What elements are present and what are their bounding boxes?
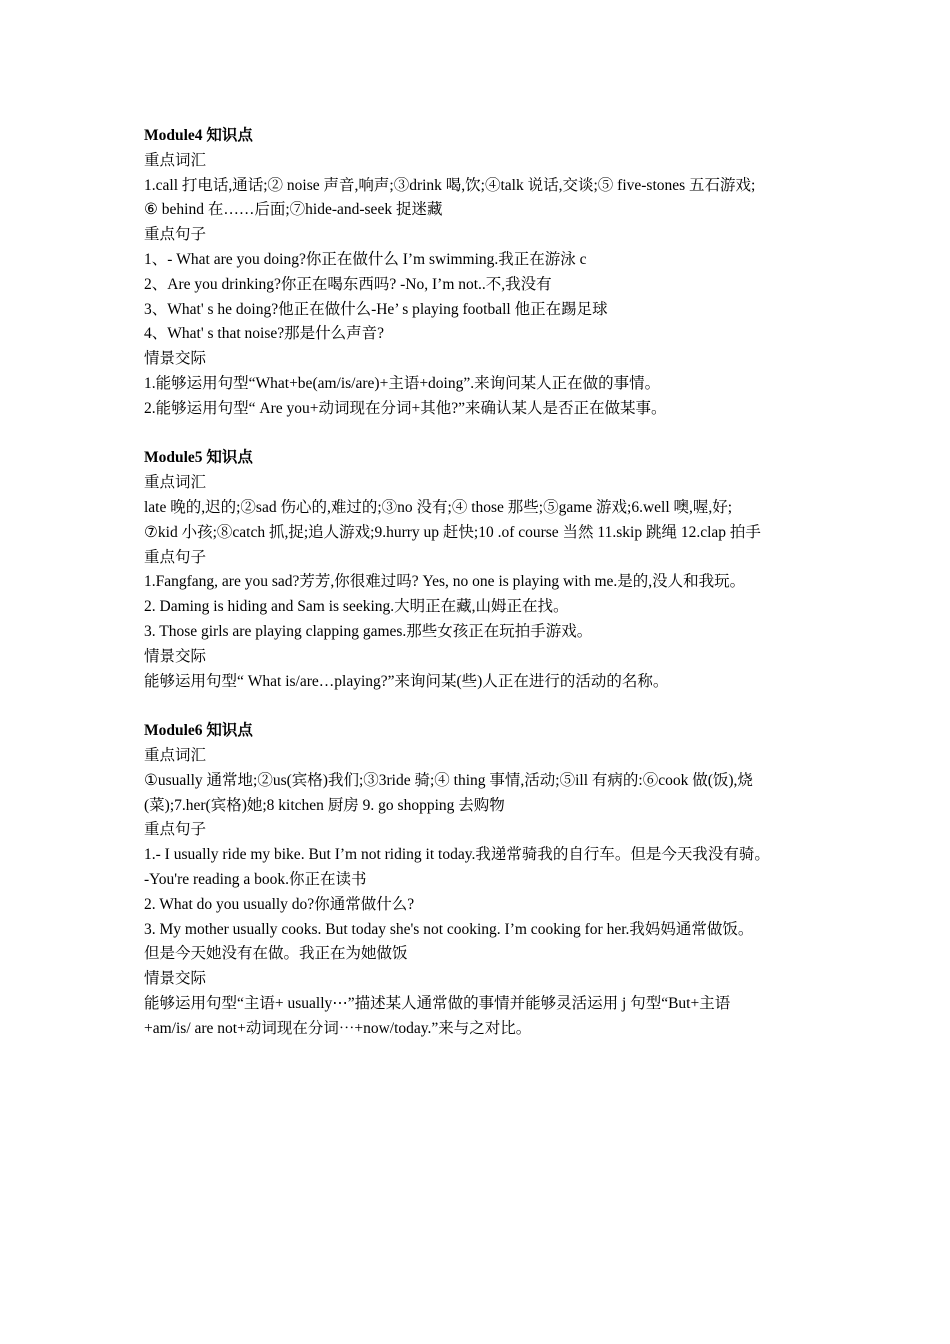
module4-comm-item: 1.能够运用句型“What+be(am/is/are)+主语+doing”.来询问某人正在做的事情。 bbox=[144, 374, 661, 392]
module6-comm-item: +am/is/ are not+动词现在分词⋯+now/today.”来与之对比。 bbox=[144, 1019, 532, 1037]
module5-sentence: 3. Those girls are playing clapping games.那些女孩正在玩拍手游戏。 bbox=[144, 622, 593, 640]
module4-sentence: 4、What' s that noise?那是什么声音? bbox=[144, 325, 384, 343]
module6-vocab-line: ①usually 通常地;②us(宾格)我们;③3ride 骑;④ thing 事情,活动;⑤ill 有病的:⑥cook 做(饭),烧 bbox=[144, 771, 753, 789]
module5-title: Module5 知识点 bbox=[144, 449, 253, 467]
module4-comm-label: 情景交际 bbox=[144, 350, 207, 368]
module6-vocab-label: 重点词汇 bbox=[144, 746, 207, 764]
module6-comm-label: 情景交际 bbox=[144, 970, 207, 988]
module4-vocab-line: ⑥ behind 在……后面;⑦hide-and-seek 捉迷藏 bbox=[144, 201, 443, 219]
module6-section bbox=[144, 719, 824, 1041]
module4-vocab-line: 1.call 打电话,通话;② noise 声音,响声;③drink 喝,饮;④talk 说话,交谈;⑤ five-stones 五石游戏; bbox=[144, 176, 756, 194]
module6-vocab-line: (菜);7.her(宾格)她;8 kitchen 厨房 9. go shopping 去购物 bbox=[144, 796, 505, 814]
module4-sentence: 1、- What are you doing?你正在做什么 I’m swimming.我正在游泳 c bbox=[144, 250, 587, 268]
module6-sentence: 3. My mother usually cooks. But today she's not cooking. I’m cooking for her.我妈妈通常做饭。 bbox=[144, 920, 754, 938]
module6-sentence-label: 重点句子 bbox=[144, 821, 207, 839]
module6-title: Module6 知识点 bbox=[144, 722, 253, 740]
module5-comm-item: 能够运用句型“ What is/are…playing?”来询问某(些)人正在进行的活动的名称。 bbox=[144, 672, 669, 690]
module4-sentence: 3、What' s he doing?他正在做什么-He’ s playing football 他正在踢足球 bbox=[144, 300, 608, 318]
module4-section bbox=[144, 124, 824, 422]
module5-vocab-line: late 晚的,迟的;②sad 伤心的,难过的;③no 没有;④ those 那些;⑤game 游戏;6.well 噢,喔,好; bbox=[144, 498, 733, 516]
module6-sentence: 1.- I usually ride my bike. But I’m not riding it today.我递常骑我的自行车。但是今天我没有骑。 bbox=[144, 846, 770, 864]
module5-sentence: 1.Fangfang, are you sad?芳芳,你很难过吗? Yes, no one is playing with me.是的,没人和我玩。 bbox=[144, 573, 746, 591]
module5-sentence: 2. Daming is hiding and Sam is seeking.大明正在藏,山姆正在找。 bbox=[144, 598, 569, 616]
module4-comm-item: 2.能够运用句型“ Are you+动词现在分词+其他?”来确认某人是否正在做某事。 bbox=[144, 399, 667, 417]
module6-sentence: -You're reading a book.你正在读书 bbox=[144, 870, 367, 888]
module5-comm-label: 情景交际 bbox=[144, 647, 207, 665]
module4-title: Module4 知识点 bbox=[144, 127, 253, 144]
module5-vocab-line: ⑦kid 小孩;⑧catch 抓,捉;追人游戏;9.hurry up 赶快;10 .of course 当然 11.skip 跳绳 12.clap 拍手 bbox=[144, 523, 761, 541]
section-spacer bbox=[144, 422, 824, 447]
document-page bbox=[144, 124, 824, 1041]
module6-sentence: 2. What do you usually do?你通常做什么? bbox=[144, 895, 415, 913]
module6-sentence: 但是今天她没有在做。我正在为她做饭 bbox=[144, 945, 408, 963]
module5-vocab-label: 重点词汇 bbox=[144, 474, 207, 492]
module6-comm-item: 能够运用句型“主语+ usually⋯”描述某人通常做的事情并能够灵活运用 j 句型“But+主语 bbox=[144, 994, 731, 1012]
module4-sentence-label: 重点句子 bbox=[144, 226, 207, 244]
module5-sentence-label: 重点句子 bbox=[144, 548, 207, 566]
module4-sentence: 2、Are you drinking?你正在喝东西吗? -No, I’m not..不,我没有 bbox=[144, 275, 552, 293]
module4-vocab-label: 重点词汇 bbox=[144, 151, 207, 169]
module5-section bbox=[144, 446, 824, 694]
section-spacer bbox=[144, 694, 824, 719]
